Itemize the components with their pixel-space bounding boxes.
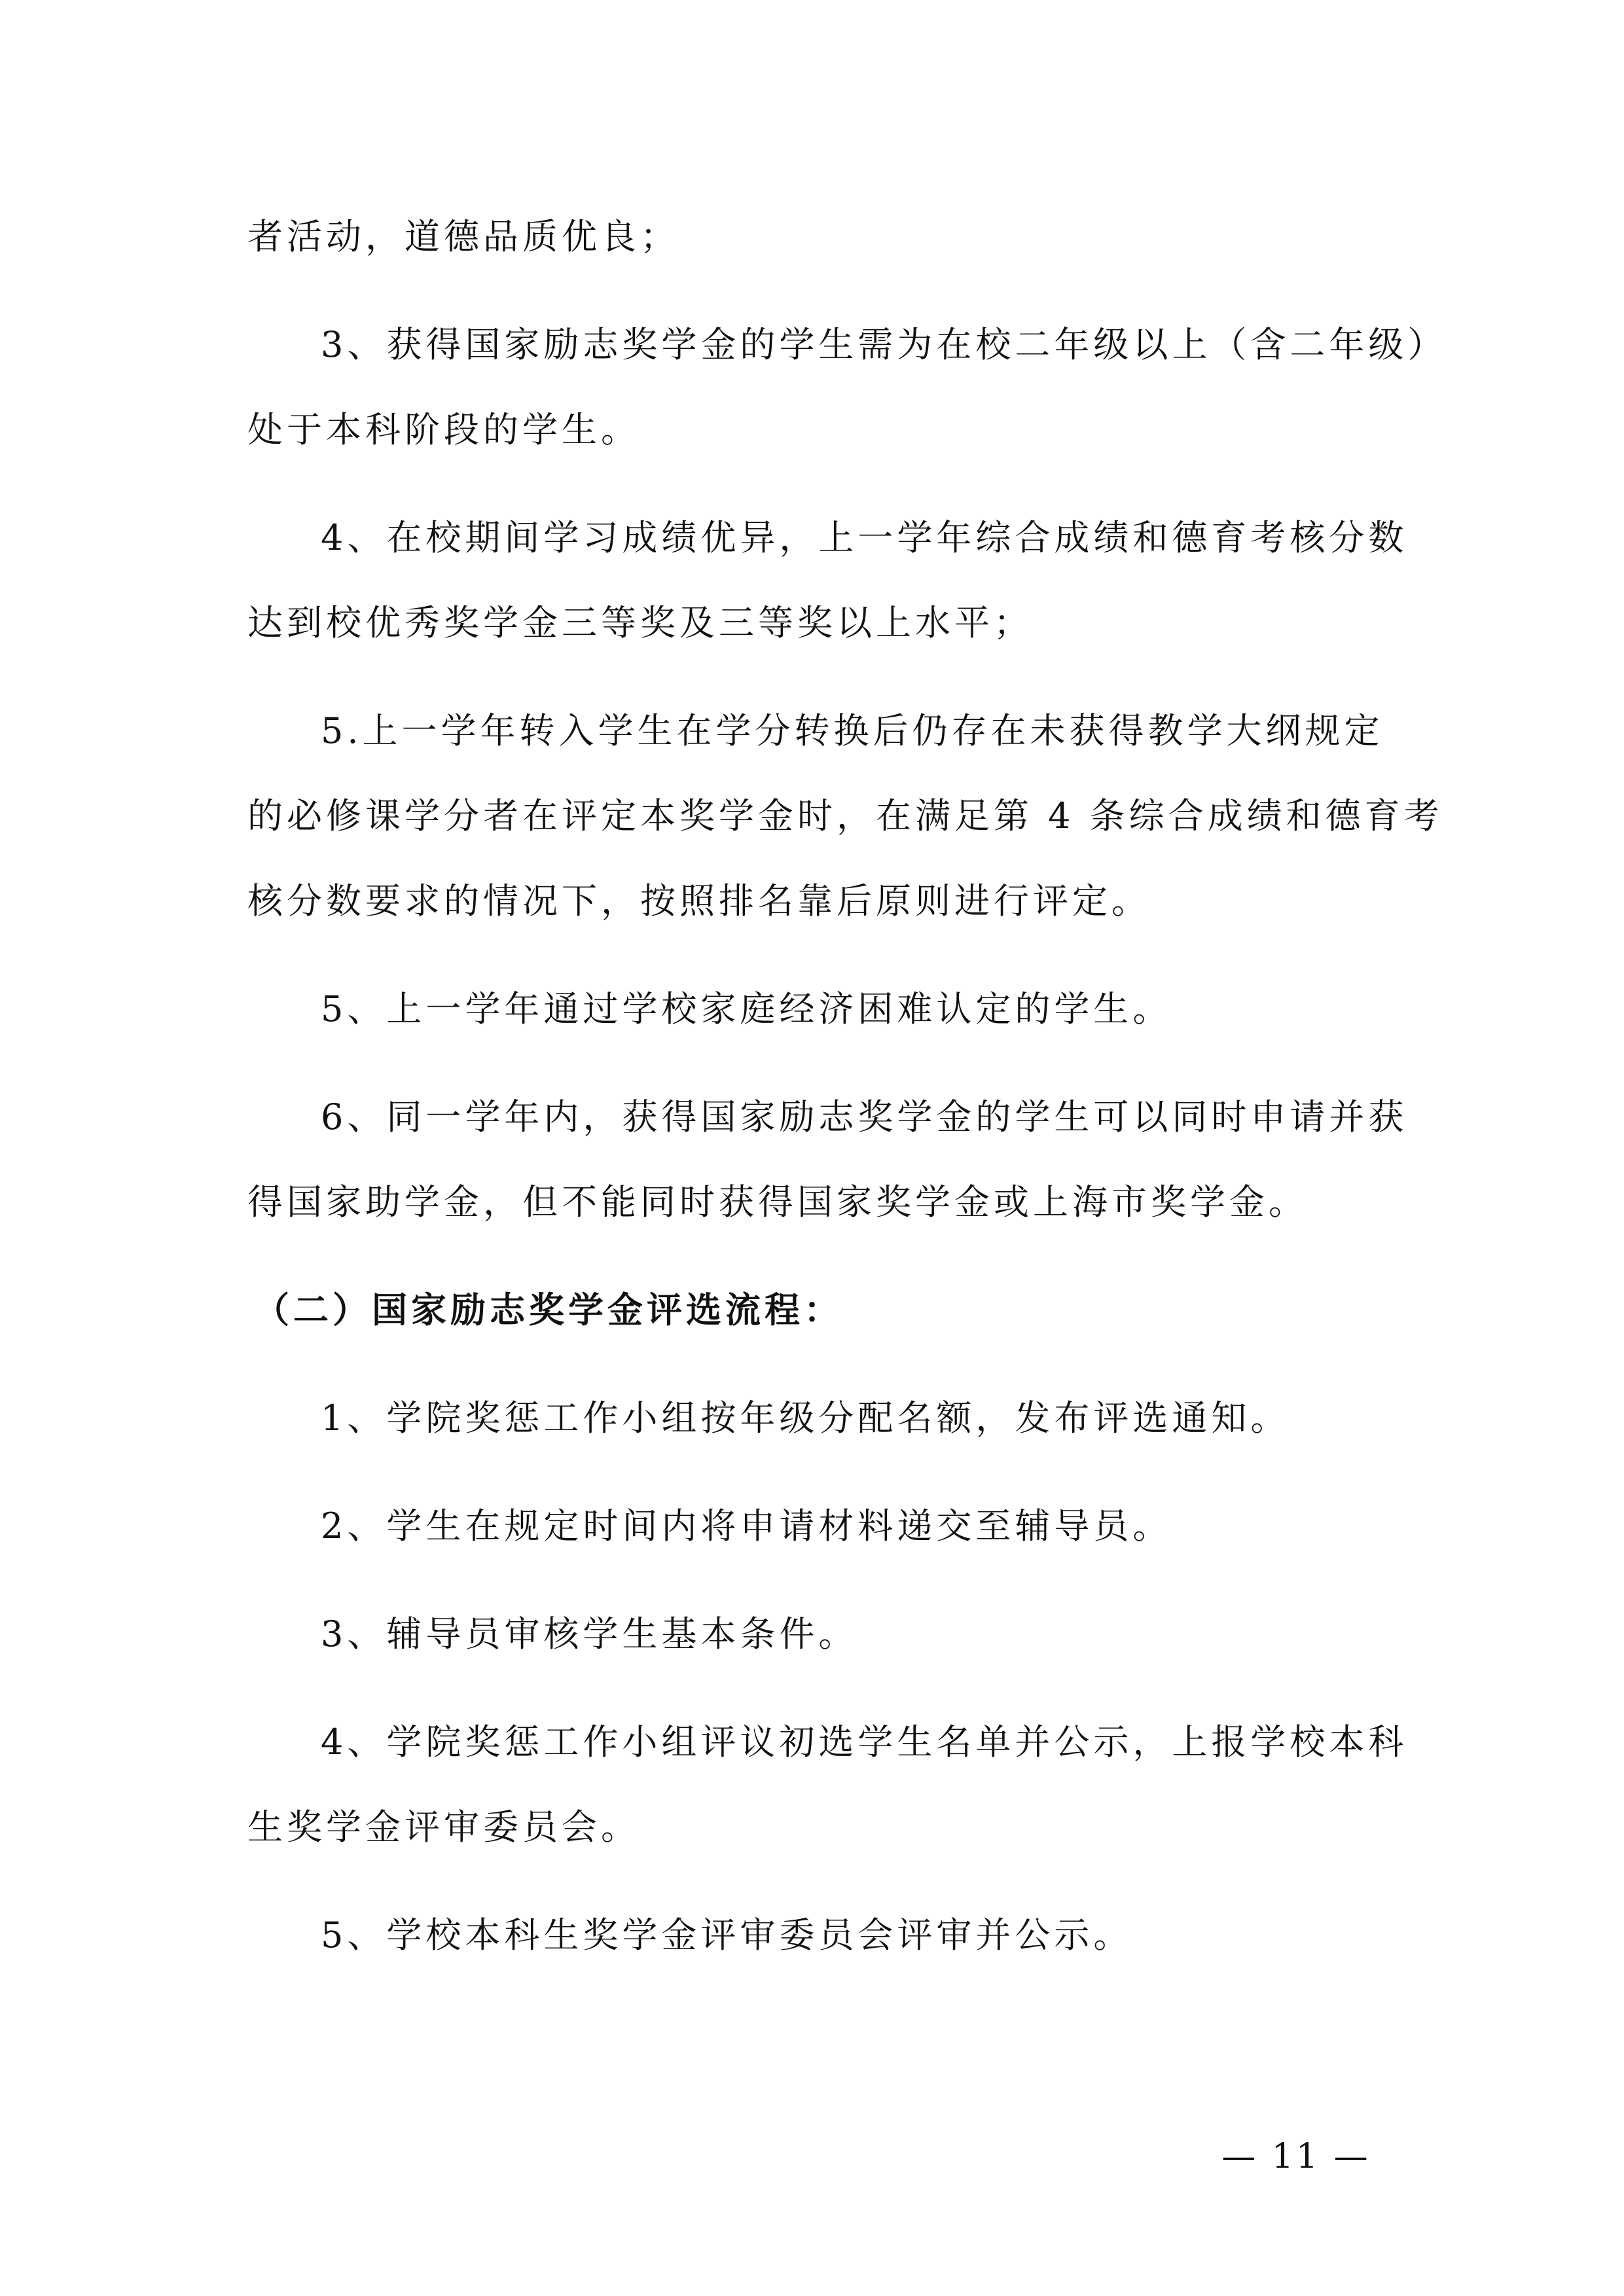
paragraph-line: 达到校优秀奖学金三等奖及三等奖以上水平； [247, 602, 1033, 643]
page-number: — 11 — [1221, 2137, 1371, 2176]
paragraph-line: 6、同一学年内，获得国家励志奖学金的学生可以同时申请并获 [321, 1096, 1408, 1138]
paragraph-line: 得国家助学金，但不能同时获得国家奖学金或上海市奖学金。 [247, 1181, 1308, 1223]
paragraph-line: 5.上一学年转入学生在学分转换后仍存在未获得教学大纲规定 [321, 710, 1384, 751]
paragraph-line: 生奖学金评审委员会。 [247, 1806, 640, 1848]
paragraph-line: 5、学校本科生奖学金评审委员会评审并公示。 [321, 1914, 1133, 1956]
paragraph-line: 处于本科阶段的学生。 [247, 409, 640, 450]
paragraph-line: 的必修课学分者在评定本奖学金时，在满足第 4 条综合成绩和德育考 [247, 795, 1443, 836]
section-heading: （二）国家励志奖学金评选流程： [254, 1289, 843, 1331]
paragraph-line: 核分数要求的情况下，按照排名靠后原则进行评定。 [247, 880, 1151, 922]
paragraph-line: 4、学院奖惩工作小组评议初选学生名单并公示，上报学校本科 [321, 1721, 1408, 1763]
paragraph-line: 5、上一学年通过学校家庭经济困难认定的学生。 [321, 988, 1172, 1030]
paragraph-line: 3、辅导员审核学生基本条件。 [321, 1613, 858, 1655]
paragraph-line: 1、学院奖惩工作小组按年级分配名额，发布评选通知。 [321, 1397, 1290, 1439]
paragraph-line: 3、获得国家励志奖学金的学生需为在校二年级以上（含二年级） [321, 324, 1447, 365]
paragraph-line: 4、在校期间学习成绩优异，上一学年综合成绩和德育考核分数 [321, 517, 1408, 558]
paragraph-line: 2、学生在规定时间内将申请材料递交至辅导员。 [321, 1505, 1172, 1547]
paragraph-line: 者活动，道德品质优良； [247, 216, 679, 257]
